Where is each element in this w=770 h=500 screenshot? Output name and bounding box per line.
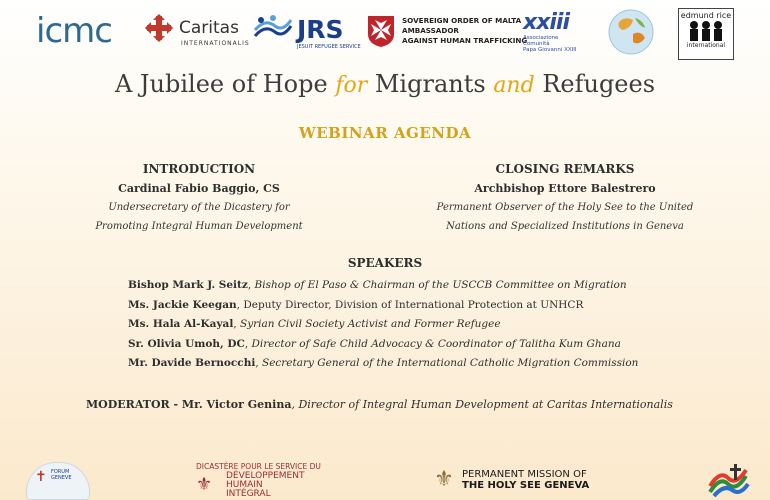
- jubilee-logo-icon: [706, 462, 750, 500]
- xxiii-sub-3: Papa Giovanni XXIII: [523, 47, 577, 53]
- title-and: and: [493, 73, 535, 98]
- speakers-heading: SPEAKERS: [347, 256, 423, 270]
- mission-line-1: PERMANENT MISSION OF: [462, 469, 587, 480]
- speaker-role: Secretary General of the International Catholic Migration Commission: [262, 357, 639, 369]
- moderator-label: MODERATOR -: [86, 398, 182, 411]
- icmc-logo: [36, 8, 128, 54]
- dicastery-line-1: DICASTÈRE POUR LE SERVICE DU: [196, 462, 321, 471]
- globe-icon: [605, 8, 657, 56]
- xxiii-sub-2: Comunità: [523, 41, 550, 47]
- page-title: [0, 70, 770, 98]
- speaker-row: [128, 276, 728, 296]
- holy-see-emblem-icon: ⚜: [434, 467, 454, 492]
- speaker-role: Deputy Director, Division of International Protection at UNHCR: [243, 298, 584, 311]
- dicastery-line-4: INTÉGRAL: [226, 489, 271, 499]
- edmund-rice-logo: [678, 8, 734, 60]
- closing-heading: CLOSING REMARKS: [495, 162, 635, 176]
- dicastery-name: [226, 472, 304, 499]
- papa-giovanni-logo: [523, 10, 576, 53]
- edmund-rice-top: edmund rice: [680, 11, 732, 20]
- jrs-figures-icon: [253, 14, 293, 44]
- partner-logos-bottom: [0, 458, 770, 500]
- closing-speaker: Archbishop Ettore Balestrero: [474, 182, 656, 195]
- malta-logo: [366, 14, 527, 48]
- holy-see-mission-logo: [430, 466, 589, 494]
- malta-text: [402, 16, 527, 46]
- mission-text: [462, 469, 589, 491]
- globe-logo: [605, 8, 657, 56]
- speaker-separator: ,: [244, 337, 252, 350]
- moderator-name: Mr. Victor Genina: [181, 398, 292, 411]
- speaker-name: Bishop Mark J. Seitz: [128, 279, 248, 291]
- caritas-name: Caritas: [179, 18, 239, 38]
- dicastery-line-2: DÉVELOPPEMENT: [226, 471, 305, 481]
- speaker-row: [128, 354, 728, 374]
- speaker-role: Syrian Civil Society Activist and Former Refugee: [240, 318, 501, 330]
- jrs-name: JRS: [297, 14, 344, 44]
- title-for: for: [335, 73, 368, 98]
- moderator-role: , Director of Integral Human Development at Caritas Internationalis: [291, 398, 673, 411]
- speaker-name: Ms. Jackie Keegan: [128, 298, 237, 311]
- speaker-name: Ms. Hala Al-Kayal: [128, 318, 234, 330]
- speaker-name: Mr. Davide Bernocchi: [128, 357, 256, 369]
- malta-line-2: AMBASSADOR: [402, 26, 459, 35]
- closing-role-1: Permanent Observer of the Holy See to the United: [436, 202, 694, 213]
- malta-cross-icon: [366, 14, 396, 48]
- people-icon: [686, 20, 726, 42]
- xxiii-sub-1: Associazione: [523, 35, 559, 41]
- forum-geneve-label: FORUM GENEVE: [51, 469, 72, 481]
- title-part-1: A Jubilee of Hope: [114, 70, 328, 98]
- speakers-list: [128, 276, 728, 374]
- cross-icon: ✝: [35, 469, 47, 485]
- partner-logos-top: [0, 6, 770, 56]
- papal-keys-icon: ⚜: [196, 474, 213, 495]
- forum-geneve-logo: [26, 462, 90, 500]
- icmc-wordmark: icmc: [36, 11, 112, 51]
- title-part-3: Refugees: [542, 70, 656, 98]
- speaker-row: [128, 335, 728, 355]
- mission-line-2: THE HOLY SEE GENEVA: [462, 480, 590, 491]
- speaker-separator: ,: [247, 279, 255, 291]
- caritas-cross-icon: [145, 14, 173, 42]
- webinar-agenda-heading: WEBINAR AGENDA: [298, 124, 472, 142]
- jrs-sub: JESUIT REFUGEE SERVICE: [297, 44, 361, 50]
- introduction-role-2: Promoting Integral Human Development: [95, 221, 303, 232]
- edmund-rice-bottom: international: [686, 42, 726, 49]
- speaker-role: Bishop of El Paso & Chairman of the USCCB Committee on Migration: [254, 279, 627, 291]
- caritas-logo: [145, 14, 250, 47]
- speaker-separator: ,: [255, 357, 262, 369]
- speaker-name: Sr. Olivia Umoh, DC: [128, 337, 245, 350]
- speaker-row: [128, 315, 728, 335]
- speaker-row: [128, 296, 728, 316]
- closing-remarks-section: [420, 160, 710, 236]
- speaker-separator: ,: [233, 318, 241, 330]
- closing-role-2: Nations and Specialized Institutions in Geneva: [446, 221, 684, 232]
- jrs-logo: [253, 14, 361, 50]
- introduction-section: [60, 160, 338, 236]
- introduction-heading: INTRODUCTION: [142, 162, 256, 176]
- title-part-2: Migrants: [374, 70, 486, 98]
- malta-line-1: SOVEREIGN ORDER OF MALTA: [402, 16, 522, 25]
- malta-line-3: AGAINST HUMAN TRAFFICKING: [402, 36, 528, 45]
- xxiii-mark: xxiii: [523, 10, 570, 35]
- speaker-separator: ,: [236, 298, 244, 311]
- introduction-role-1: Undersecretary of the Dicastery for: [108, 202, 290, 213]
- introduction-speaker: Cardinal Fabio Baggio, CS: [118, 182, 280, 195]
- moderator-line: [86, 398, 766, 411]
- dicastery-line-3: HUMAIN: [226, 480, 263, 490]
- speaker-role: Director of Safe Child Advocacy & Coordinator of Talitha Kum Ghana: [251, 337, 621, 350]
- caritas-sub: INTERNATIONALIS: [181, 40, 250, 47]
